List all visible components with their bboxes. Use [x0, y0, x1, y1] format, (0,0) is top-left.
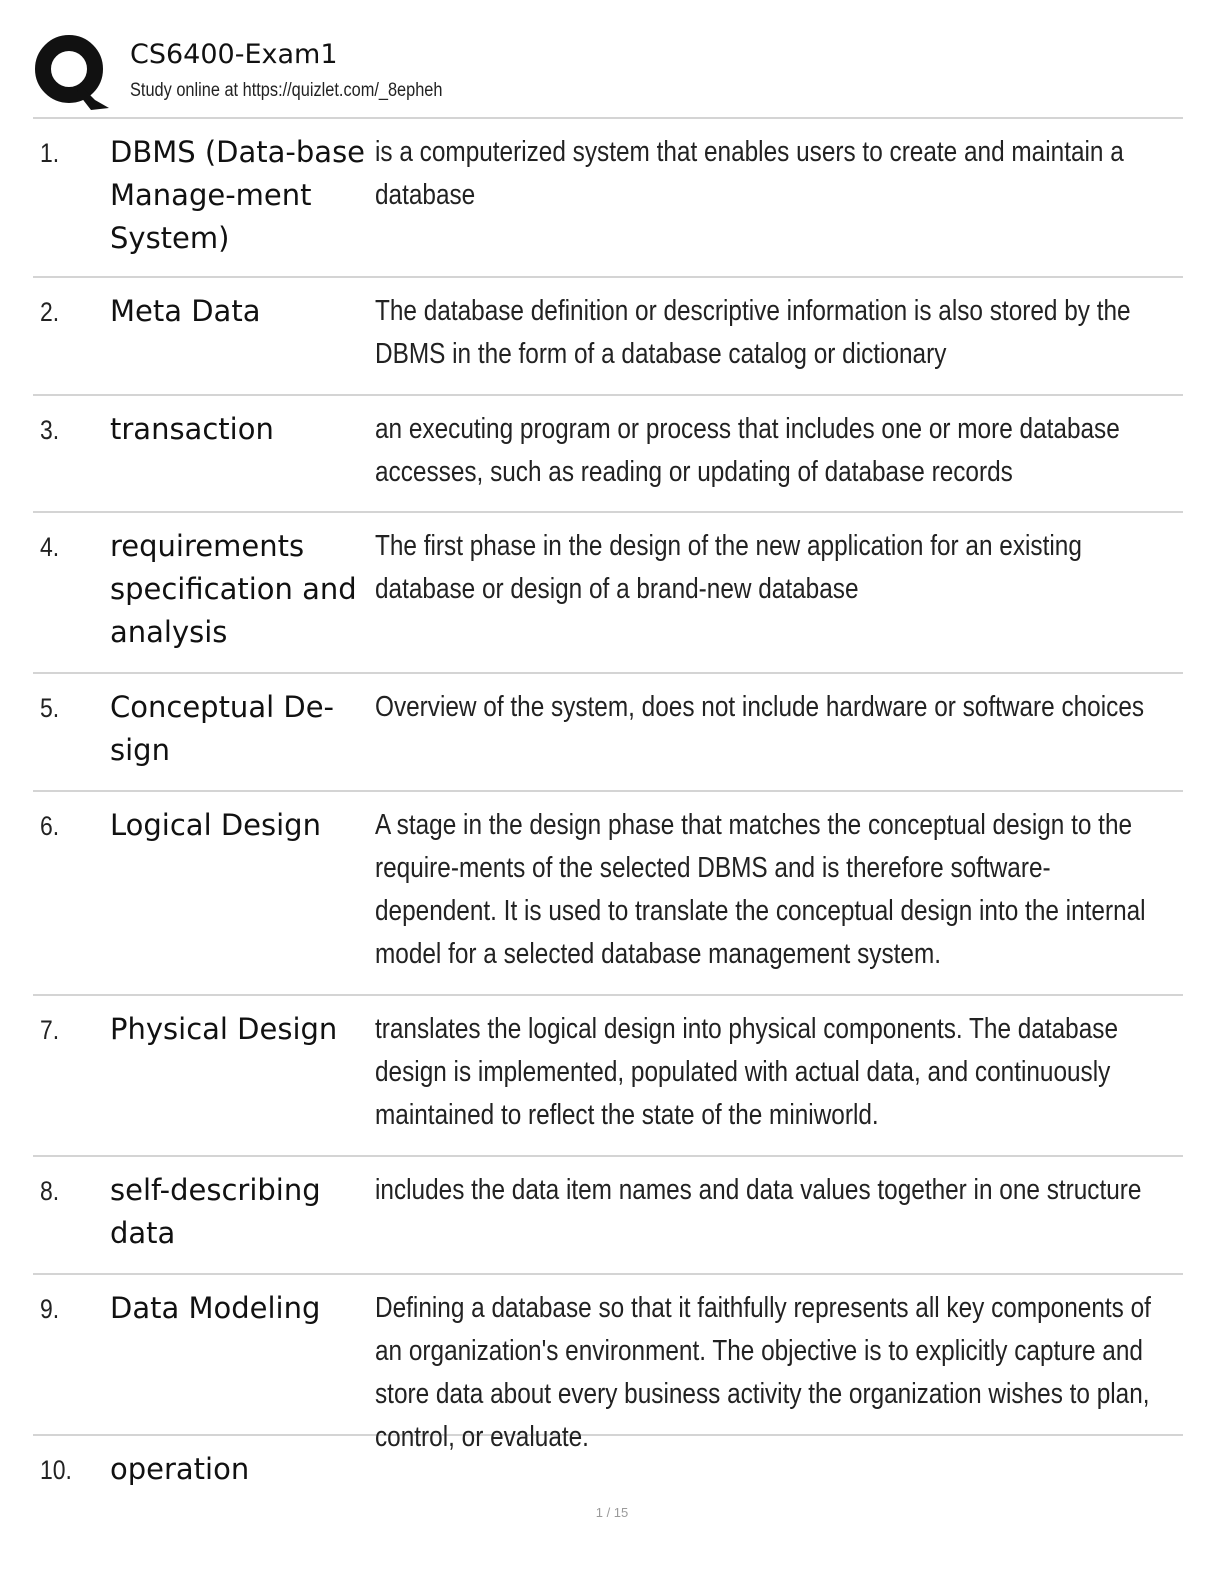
- card-definition: includes the data item names and data values together in one structure: [375, 1174, 1142, 1206]
- card-definition: The first phase in the design of the new application for an existing database or design of a brand-new database: [375, 530, 1082, 605]
- flashcard-row: [33, 792, 1183, 996]
- card-number: 9.: [40, 1294, 60, 1324]
- flashcard-row: [33, 1436, 1183, 1506]
- card-number: 5.: [40, 693, 60, 723]
- card-term: transaction: [110, 412, 274, 446]
- card-term: operation: [110, 1452, 250, 1486]
- flashcard-row: [33, 396, 1183, 513]
- page-indicator: 1 / 15: [595, 1505, 629, 1520]
- card-term: Meta Data: [110, 294, 261, 328]
- page-header: [33, 32, 1183, 114]
- card-term: Conceptual De-sign: [110, 690, 334, 767]
- card-number: 10.: [40, 1455, 72, 1485]
- header-text: [130, 38, 493, 102]
- card-term: Logical Design: [110, 808, 321, 842]
- card-definition: translates the logical design into physical components. The database design is implemented, populated with actual data, and continuously maintained to reflect the state of the miniworld.: [375, 1013, 1118, 1131]
- flashcard-row: [33, 513, 1183, 674]
- page-title: CS6400-Exam1: [130, 39, 338, 70]
- card-definition: an executing program or process that includes one or more database accesses, such as reading or updating of database records: [375, 413, 1120, 488]
- card-definition: Overview of the system, does not include hardware or software choices: [375, 691, 1145, 723]
- flashcard-row: [33, 674, 1183, 792]
- card-number: 2.: [40, 297, 60, 327]
- card-number: 1.: [40, 138, 60, 168]
- flashcard-row: [33, 1275, 1183, 1453]
- flashcard-list: [33, 119, 1183, 1506]
- card-number: 7.: [40, 1015, 60, 1045]
- flashcard-row: [33, 278, 1183, 396]
- study-online-link-text: Study online at https://quizlet.com/_8epheh: [130, 80, 443, 101]
- card-term: Physical Design: [110, 1012, 338, 1046]
- card-number: 6.: [40, 811, 60, 841]
- flashcard-row: [33, 1157, 1183, 1275]
- quizlet-q-logo-icon: [33, 32, 111, 110]
- card-definition: Defining a database so that it faithfully represents all key components of an organization's environment. The objective is to explicitly capture and store data about every business activity the organization wishes to plan, control, or evaluate.: [375, 1292, 1151, 1453]
- flashcard-row: [33, 996, 1183, 1157]
- card-definition: is a computerized system that enables users to create and maintain a database: [375, 136, 1124, 211]
- card-number: 3.: [40, 415, 60, 445]
- card-number: 4.: [40, 532, 60, 562]
- card-definition: A stage in the design phase that matches the conceptual design to the require-ments of the selected DBMS and is therefore software-dependent. It is used to translate the conceptual design into the internal model for a selected database management system.: [375, 809, 1146, 970]
- card-term: requirements specification and analysis: [110, 529, 357, 649]
- card-number: 8.: [40, 1176, 60, 1206]
- card-term: Data Modeling: [110, 1291, 321, 1325]
- card-term: DBMS (Data-base Manage-ment System): [110, 135, 366, 255]
- card-term: self-describing data: [110, 1173, 321, 1250]
- flashcard-row: [33, 119, 1183, 278]
- card-definition: The database definition or descriptive information is also stored by the DBMS in the form of a database catalog or dictionary: [375, 295, 1131, 370]
